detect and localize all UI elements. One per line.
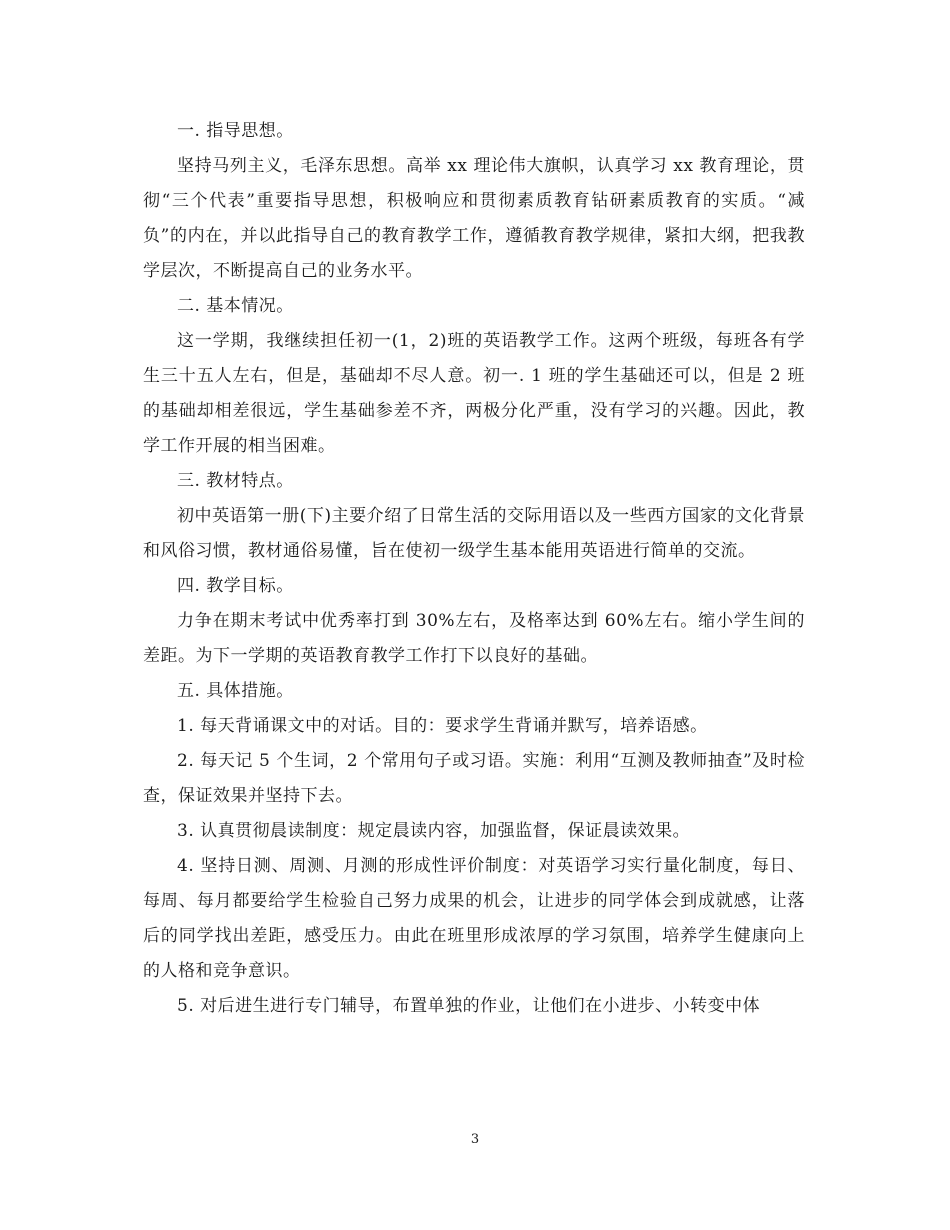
page-number: 3: [470, 1132, 480, 1147]
section-heading-textbook-features: 三. 教材特点。: [177, 471, 294, 491]
measure-item: 4. 坚持日测、周测、月测的形成性评价制度：对英语学习实行量化制度，每日、每周、每月都要给学生检验自己努力成果的机会，让进步的同学体会到成就感，让落后的同学找出差距，感受压力。由此在班里形成浓厚的学习氛围，培养学生健康向上的人格和竞争意识。: [143, 856, 805, 981]
measure-item: 3. 认真贯彻晨读制度：规定晨读内容，加强监督，保证晨读效果。: [177, 821, 691, 841]
paragraph: 初中英语第一册(下)主要介绍了日常生活的交际用语以及一些西方国家的文化背景和风俗习惯，教材通俗易懂，旨在使初一级学生基本能用英语进行简单的交流。: [143, 506, 805, 561]
document-body: [143, 114, 805, 1024]
measure-item: 5. 对后进生进行专门辅导，布置单独的作业，让他们在小进步、小转变中体: [177, 996, 761, 1016]
paragraph: 这一学期，我继续担任初一(1，2)班的英语教学工作。这两个班级，每班各有学生三十五人左右，但是，基础却不尽人意。初一. 1 班的学生基础还可以，但是 2 班的基础却相差很远，学生基础参差不齐，两极分化严重，没有学习的兴趣。因此，教学工作开展的相当困难。: [143, 331, 805, 456]
section-heading-guiding-ideology: 一. 指导思想。: [177, 121, 294, 141]
section-heading-basic-situation: 二. 基本情况。: [177, 296, 294, 316]
section-heading-specific-measures: 五. 具体措施。: [177, 681, 294, 701]
measure-item: 1. 每天背诵课文中的对话。目的：要求学生背诵并默写，培养语感。: [177, 716, 708, 736]
measure-item: 2. 每天记 5 个生词，2 个常用句子或习语。实施：利用“互测及教师抽查”及时检查，保证效果并坚持下去。: [143, 751, 805, 806]
paragraph: 坚持马列主义，毛泽东思想。高举 xx 理论伟大旗帜，认真学习 xx 教育理论，贯彻“三个代表”重要指导思想，积极响应和贯彻素质教育钻研素质教育的实质。“减负”的内在，并以此指导自己的教育教学工作，遵循教育教学规律，紧扣大纲，把我教学层次，不断提高自己的业务水平。: [143, 156, 805, 281]
paragraph: 力争在期末考试中优秀率打到 30%左右，及格率达到 60%左右。缩小学生间的差距。为下一学期的英语教育教学工作打下以良好的基础。: [143, 611, 805, 666]
section-heading-teaching-goals: 四. 教学目标。: [177, 576, 294, 596]
